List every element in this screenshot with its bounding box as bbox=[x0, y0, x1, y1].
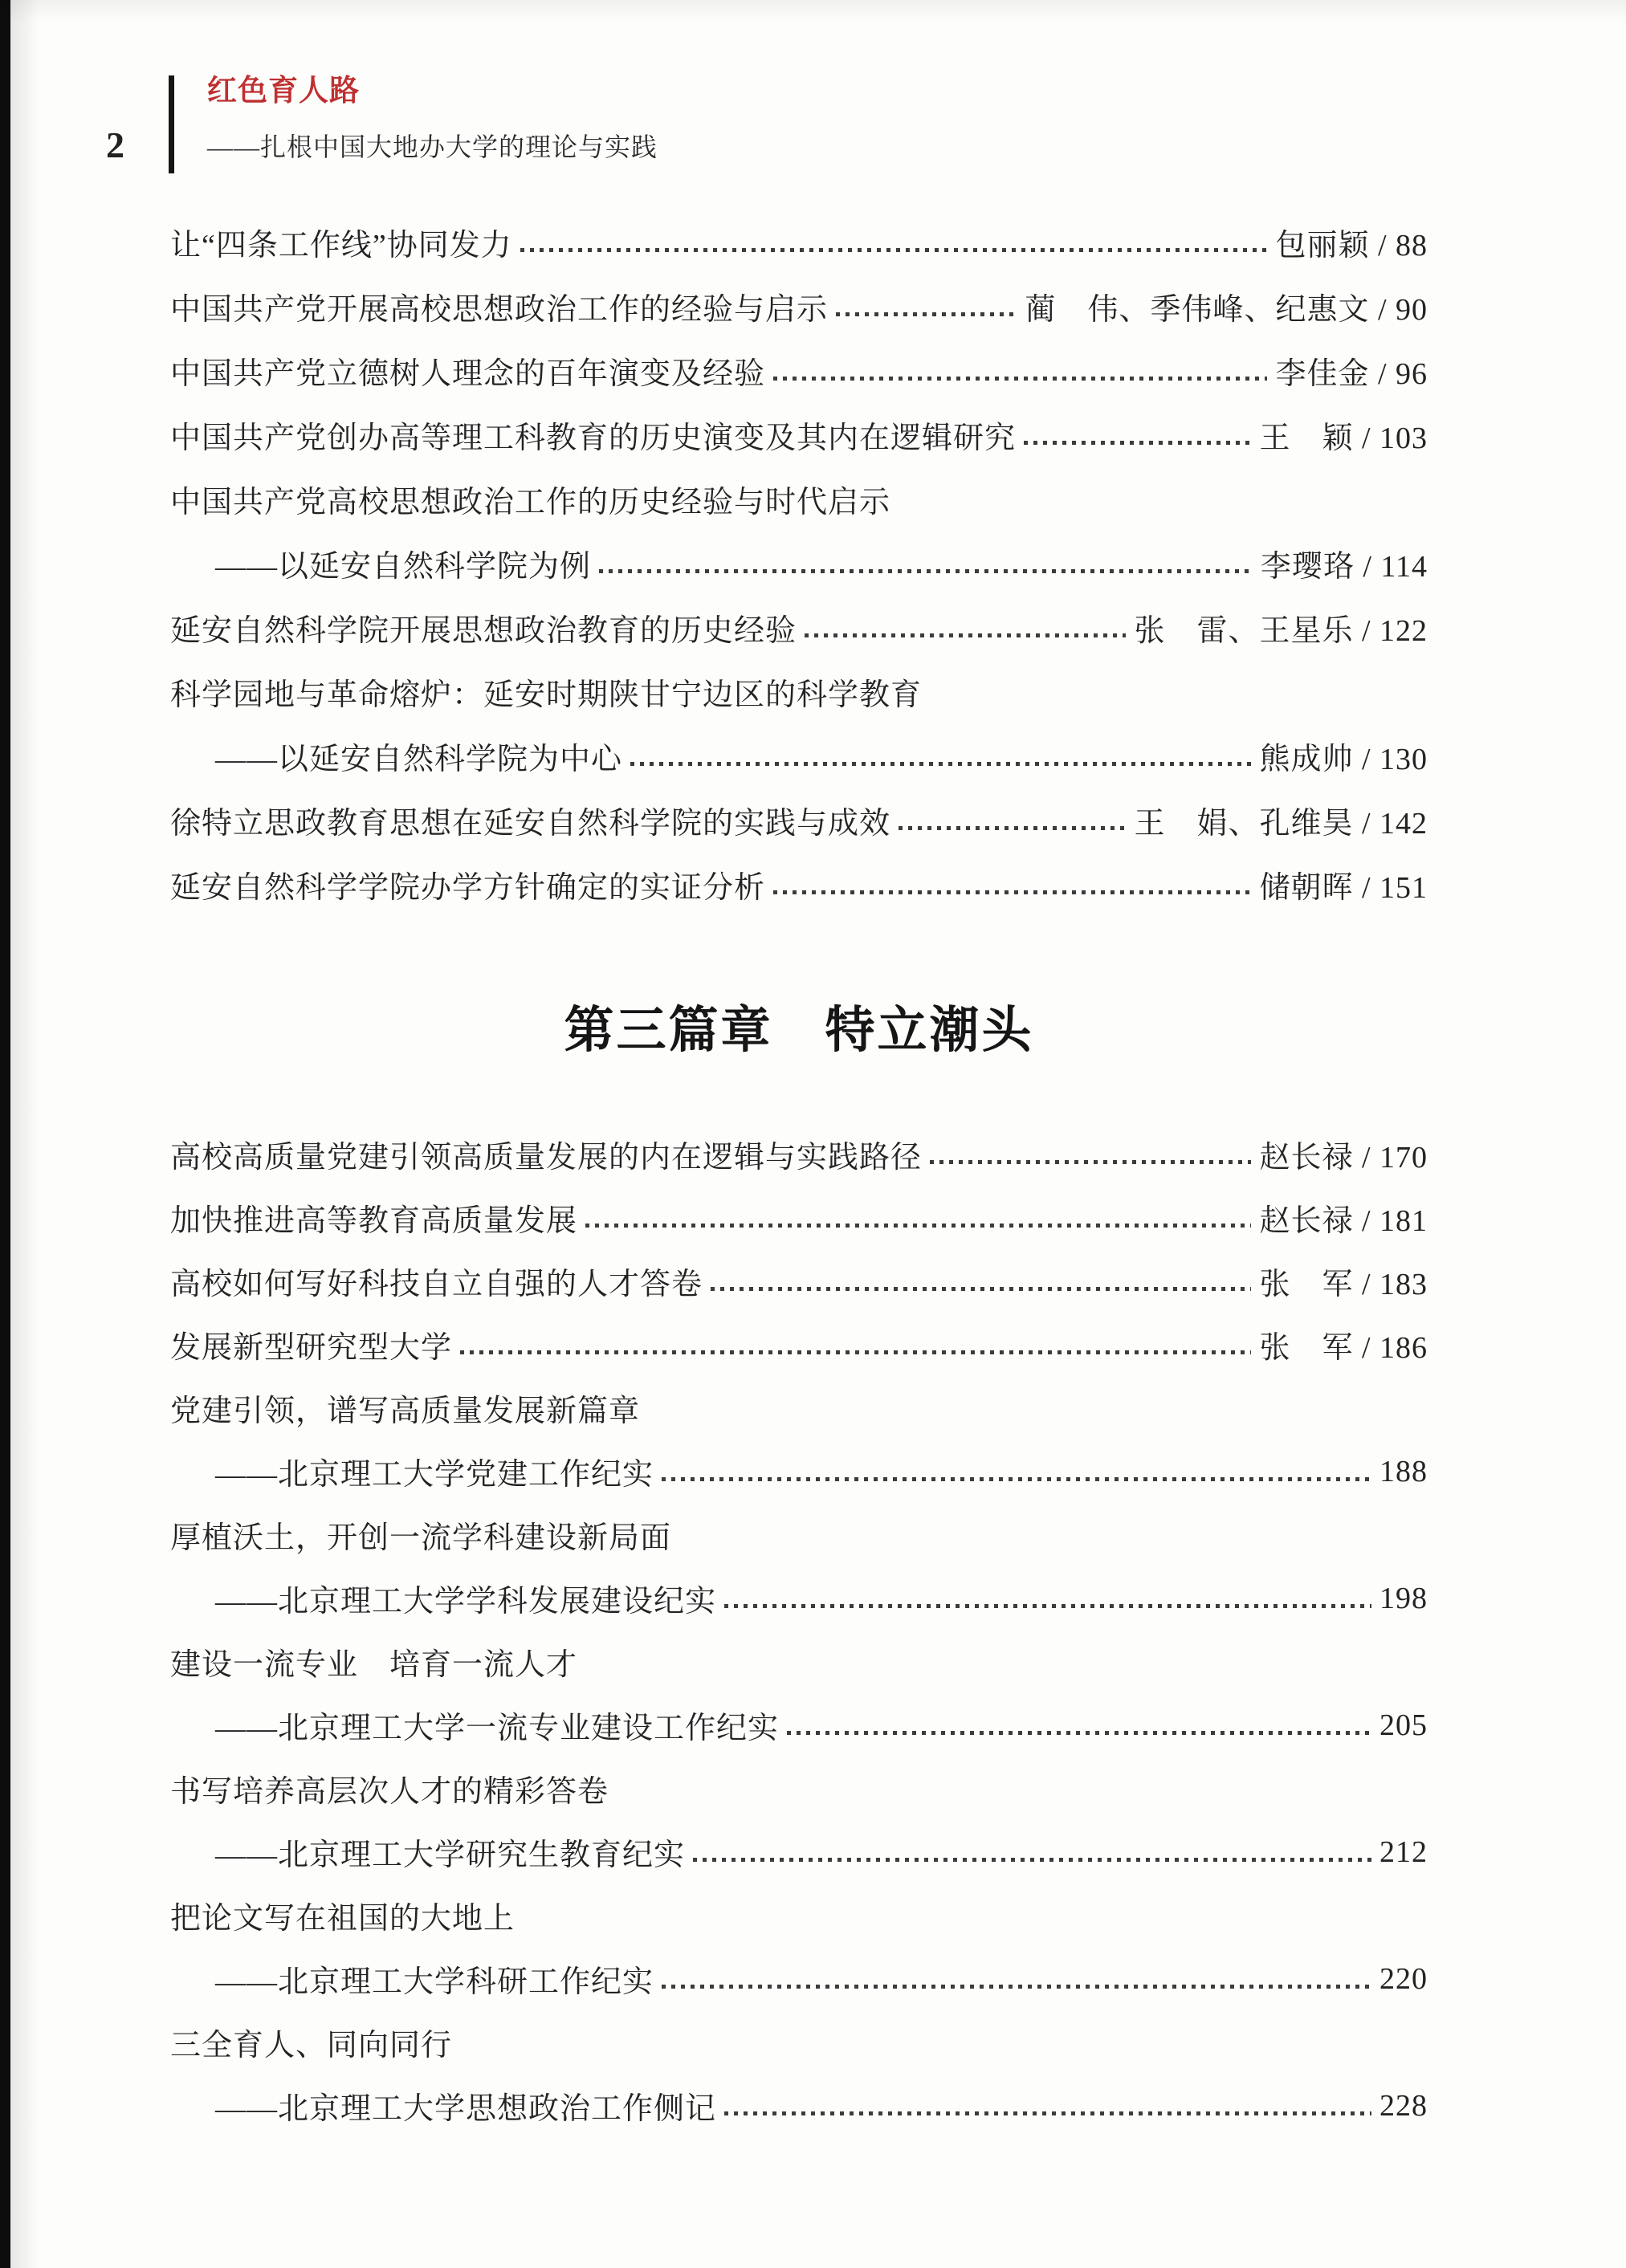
toc-entry-ref: 205 bbox=[1379, 1708, 1428, 1742]
toc-entry bbox=[170, 1249, 1428, 1313]
toc-entry bbox=[170, 1186, 1428, 1249]
toc-entry-title: 厚植沃土，开创一流学科建设新局面 bbox=[170, 1521, 672, 1555]
scan-edge-shadow bbox=[10, 0, 39, 2268]
dotted-leader bbox=[930, 1160, 1251, 1164]
dotted-leader bbox=[599, 569, 1253, 573]
scan-top-shadow bbox=[0, 0, 1626, 22]
toc-entry bbox=[170, 1122, 1428, 1186]
dotted-leader bbox=[460, 1350, 1251, 1354]
toc-entry-title: 延安自然科学学院办学方针确定的实证分析 bbox=[170, 870, 766, 905]
toc-entry bbox=[170, 338, 1428, 402]
toc-entry-ref: 王 娟、孔维昊 / 142 bbox=[1134, 806, 1428, 841]
toc-entry bbox=[170, 466, 1428, 531]
dotted-leader bbox=[1024, 441, 1251, 445]
toc-entry bbox=[170, 1947, 1428, 2010]
toc-section-1 bbox=[170, 210, 1428, 916]
toc-entry-ref: 赵长禄 / 181 bbox=[1259, 1204, 1428, 1238]
toc-entry bbox=[170, 1693, 1428, 1757]
dotted-leader bbox=[693, 1858, 1371, 1862]
dotted-leader bbox=[520, 248, 1268, 252]
dotted-leader bbox=[662, 1985, 1371, 1989]
toc-entry-title: 建设一流专业 培育一流人才 bbox=[170, 1648, 578, 1682]
dotted-leader bbox=[773, 890, 1251, 894]
scan-edge-strip bbox=[0, 0, 10, 2268]
toc-entry-ref: 212 bbox=[1379, 1834, 1428, 1869]
toc-entry-title: 把论文写在祖国的大地上 bbox=[170, 1902, 516, 1936]
toc-entry-title: 高校高质量党建引领高质量发展的内在逻辑与实践路径 bbox=[170, 1141, 923, 1175]
toc-entry-title: 中国共产党高校思想政治工作的历史经验与时代启示 bbox=[170, 485, 891, 519]
toc-entry bbox=[170, 1883, 1428, 1947]
toc-entry-title: 中国共产党开展高校思想政治工作的经验与启示 bbox=[170, 292, 829, 327]
toc-entry-ref: 包丽颖 / 88 bbox=[1275, 228, 1428, 263]
book-subtitle: ——扎根中国大地办大学的理论与实践 bbox=[207, 132, 658, 161]
toc-entry-title: ——北京理工大学研究生教育纪实 bbox=[215, 1838, 686, 1872]
toc-entry-ref: 张 军 / 186 bbox=[1259, 1331, 1428, 1365]
book-title: 红色育人路 bbox=[207, 75, 360, 108]
toc-entry-ref: 188 bbox=[1379, 1454, 1428, 1488]
dotted-leader bbox=[630, 762, 1251, 766]
dotted-leader bbox=[724, 1604, 1371, 1608]
toc-entry bbox=[170, 852, 1428, 916]
toc-entry-ref: 储朝晖 / 151 bbox=[1259, 870, 1428, 905]
toc-entry-title: 三全育人、同向同行 bbox=[170, 2029, 453, 2062]
toc-entry-ref: 张 军 / 183 bbox=[1259, 1268, 1428, 1301]
toc-entry bbox=[170, 659, 1428, 723]
toc-entry-title: ——北京理工大学党建工作纪实 bbox=[215, 1458, 654, 1492]
toc-entry-ref: 熊成帅 / 130 bbox=[1259, 742, 1428, 776]
toc-entry-title: 让“四条工作线”协同发力 bbox=[170, 228, 512, 263]
toc-entry-ref: 198 bbox=[1379, 1581, 1428, 1615]
toc-entry-title: 党建引领，谱写高质量发展新篇章 bbox=[170, 1395, 641, 1428]
toc-entry bbox=[170, 788, 1428, 852]
header-divider-rule bbox=[169, 75, 174, 173]
toc-entry-ref: 王 颖 / 103 bbox=[1259, 421, 1428, 455]
toc-entry-title: 中国共产党立德树人理念的百年演变及经验 bbox=[170, 356, 766, 391]
toc-entry bbox=[170, 1820, 1428, 1883]
toc-entry-ref: 赵长禄 / 170 bbox=[1259, 1141, 1428, 1175]
toc-entry-title: 科学园地与革命熔炉：延安时期陕甘宁边区的科学教育 bbox=[170, 678, 923, 712]
toc-entry-ref: 张 雷、王星乐 / 122 bbox=[1134, 613, 1428, 648]
toc-entry-title: 书写培养高层次人才的精彩答卷 bbox=[170, 1775, 609, 1809]
toc-entry-title: ——北京理工大学学科发展建设纪实 bbox=[215, 1585, 717, 1619]
toc-entry-ref: 李佳金 / 96 bbox=[1275, 356, 1428, 391]
toc-entry bbox=[170, 1376, 1428, 1439]
toc-entry bbox=[170, 2074, 1428, 2137]
toc-entry bbox=[170, 210, 1428, 274]
toc-entry bbox=[170, 531, 1428, 595]
toc-entry-title: 延安自然科学院开展思想政治教育的历史经验 bbox=[170, 613, 797, 648]
toc-entry bbox=[170, 595, 1428, 659]
page-number: 2 bbox=[106, 124, 124, 165]
toc-entry bbox=[170, 1566, 1428, 1630]
dotted-leader bbox=[899, 826, 1126, 830]
toc-entry-title: 中国共产党创办高等理工科教育的历史演变及其内在逻辑研究 bbox=[170, 421, 1017, 455]
toc-entry-title: 徐特立思政教育思想在延安自然科学院的实践与成效 bbox=[170, 806, 891, 841]
toc-entry bbox=[170, 723, 1428, 788]
toc-entry bbox=[170, 2010, 1428, 2074]
toc-entry bbox=[170, 1439, 1428, 1503]
toc-entry-title: ——北京理工大学科研工作纪实 bbox=[215, 1965, 654, 1999]
toc-entry-ref: 蔺 伟、季伟峰、纪惠文 / 90 bbox=[1025, 292, 1428, 327]
dotted-leader bbox=[773, 377, 1267, 381]
toc-entry-title: ——北京理工大学思想政治工作侧记 bbox=[215, 2092, 717, 2126]
toc-entry bbox=[170, 1313, 1428, 1376]
dotted-leader bbox=[585, 1224, 1251, 1228]
toc-entry-ref: 李璎珞 / 114 bbox=[1260, 549, 1428, 584]
toc-entry-title: ——北京理工大学一流专业建设工作纪实 bbox=[215, 1712, 780, 1745]
toc-entry bbox=[170, 1757, 1428, 1820]
dotted-leader bbox=[711, 1287, 1251, 1291]
toc-entry bbox=[170, 1630, 1428, 1693]
dotted-leader bbox=[805, 633, 1126, 637]
toc-entry-title: ——以延安自然科学院为中心 bbox=[215, 742, 623, 776]
toc-entry-ref: 220 bbox=[1379, 1961, 1428, 1996]
dotted-leader bbox=[662, 1477, 1371, 1481]
toc-entry-title: 高校如何写好科技自立自强的人才答卷 bbox=[170, 1268, 703, 1301]
dotted-leader bbox=[787, 1731, 1371, 1735]
toc-entry bbox=[170, 1503, 1428, 1566]
toc-section-2 bbox=[170, 1122, 1428, 2137]
toc-entry-ref: 228 bbox=[1379, 2088, 1428, 2123]
toc-entry-title: 加快推进高等教育高质量发展 bbox=[170, 1204, 578, 1238]
toc-entry bbox=[170, 274, 1428, 338]
toc-entry-title: 发展新型研究型大学 bbox=[170, 1331, 453, 1365]
toc-entry-title: ——以延安自然科学院为例 bbox=[215, 549, 592, 584]
dotted-leader bbox=[724, 2111, 1371, 2115]
toc-entry bbox=[170, 402, 1428, 466]
chapter-heading: 第三篇章 特立潮头 bbox=[564, 1004, 1034, 1058]
dotted-leader bbox=[836, 312, 1017, 316]
